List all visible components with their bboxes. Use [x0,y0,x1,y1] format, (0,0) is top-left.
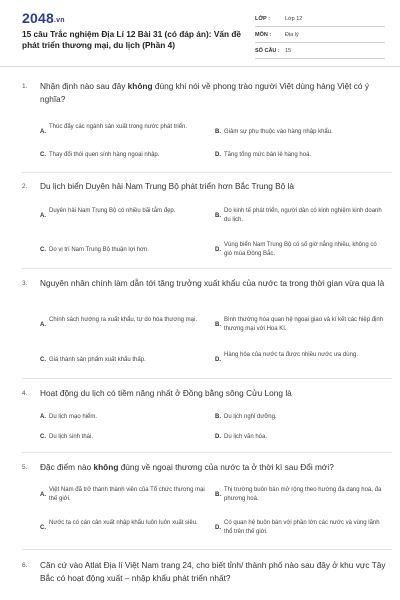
option-letter: B. [215,322,221,328]
page-header [0,0,400,66]
option-text: Vùng biển Nam Trung Bộ có số giờ nắng nhiều, không có gió mùa Đông Bắc. [224,242,377,257]
option-text: Du lịch văn hóa. [224,434,268,440]
question-text: Căn cứ vào Atlat Địa lí Việt Nam trang 24, cho biết tỉnh/ thành phố nào sau đây ở khu vực Tây Bắc có hoạt động xuất – nhập khẩu phát triển nhất? [40,560,386,583]
question-number: 3. [22,280,28,287]
option-text: Nước ta có cán cân xuất nhập khẩu luôn luôn xuất siêu. [49,520,198,526]
option-letter: B. [215,129,221,135]
option-text: Duyên hải Nam Trung Bộ có nhiều bãi tắm đẹp. [49,208,176,214]
question-divider [22,549,392,550]
question-divider [22,268,392,269]
meta-value: 15 [285,47,292,54]
question-text: Nguyên nhân chính làm dẫn tới tăng trưởng xuất khẩu của nước ta trong thời gian vừa qua là [40,278,385,288]
option-text: Do kinh tế phát triển, người dân có kinh nghiệm kinh doanh du lịch. [224,208,382,223]
option-letter: C. [40,152,46,158]
meta-label: SỐ CÂU : [255,47,280,54]
option-text: Việt Nam đã trở thành thành viên của Tổ chức thương mại thế giới. [49,487,205,502]
option-letter: D. [215,357,221,363]
question-number: 6. [22,562,28,569]
question-text: Nhận định nào sau đây không đúng khi nói về phong trào người Việt dùng hàng Việt có ý nghĩa? [40,81,369,104]
option-letter: D. [215,152,221,158]
option-text: Chính sách hướng ra xuất khẩu, tự do hóa thương mại. [49,317,198,323]
meta-value: Địa lý [285,31,299,38]
option-letter: A. [40,322,46,328]
meta-label: LỚP : [255,15,270,22]
option-text: Du lịch mạo hiểm. [49,414,98,420]
option-text: Thay đổi thói quen sính hàng ngoại nhập. [49,152,160,158]
option-letter: B. [215,414,221,420]
meta-value: Lớp 12 [285,15,303,22]
meta-row-subject [255,27,385,43]
option-letter: B. [215,492,221,498]
logo-main: 2048 [22,10,54,26]
option-letter: D. [215,247,221,253]
option-letter: D. [215,434,221,440]
option-letter: A. [40,213,46,219]
option-text: Du lịch sinh thái. [49,434,94,440]
question-text: Đặc điểm nào không đúng về ngoại thương của nước ta ở thời kì sau Đổi mới? [40,462,334,472]
question-divider [22,378,392,379]
question-text: Du lịch biển Duyên hải Nam Trung Bộ phát triển hơn Bắc Trung Bộ là [40,181,295,191]
emphasis-text: không [127,81,153,91]
option-text: Thị trường buôn bán mở rộng theo hướng đa dạng hoá, đa phương hoá. [224,487,382,502]
question-number: 1. [22,83,28,90]
option-letter: C. [40,247,46,253]
option-text: Bình thường hóa quan hệ ngoại giao và kí kết các hiệp định thương mại với Hoa Kì. [224,317,384,332]
option-text: Thúc đẩy các ngành sản xuất trong nước phát triển. [49,124,188,130]
meta-row-count [255,43,385,59]
option-letter: C. [40,434,46,440]
option-letter: A. [40,492,46,498]
meta-table [255,11,385,59]
document-title: 15 câu Trắc nghiệm Địa Lí 12 Bài 31 (có đáp án): Vấn đề phát triển thương mại, du lịch (Phần 4) [22,29,242,50]
question-number: 4. [22,390,28,397]
question-divider [22,452,392,453]
question-text: Hoạt động du lịch có tiềm năng nhất ở Đồng bằng sông Cửu Long là [40,388,292,398]
question-number: 5. [22,464,28,471]
logo-tld: .vn [53,17,65,24]
option-letter: A. [40,414,46,420]
option-text: Du lịch nghỉ dưỡng. [224,414,277,420]
header-divider [0,66,400,67]
option-text: Giảm sự phụ thuộc vào hàng nhập khẩu. [224,129,333,135]
option-text: Do vị trí Nam Trung Bộ thuận lợi hơn. [49,247,149,253]
option-text: Có quan hệ buôn bán với phần lớn các nước và vùng lãnh thổ trên thế giới. [224,520,380,535]
option-letter: C. [40,357,46,363]
question-divider [22,172,392,173]
site-logo[interactable] [22,10,65,26]
option-text: Giá thành sản phẩm xuất khẩu thấp. [49,357,146,363]
meta-row-class [255,11,385,27]
question-number: 2. [22,183,28,190]
option-letter: D. [215,525,221,531]
option-text: Tăng tổng mức bán lẻ hàng hoá. [224,152,312,158]
meta-label: MÔN : [255,31,272,38]
option-letter: B. [215,213,221,219]
option-letter: A. [40,129,46,135]
option-letter: C. [40,525,46,531]
option-text: Hàng hóa của nước ta được nhiều nước ưa dùng. [224,352,358,358]
emphasis-text: không [93,462,119,472]
